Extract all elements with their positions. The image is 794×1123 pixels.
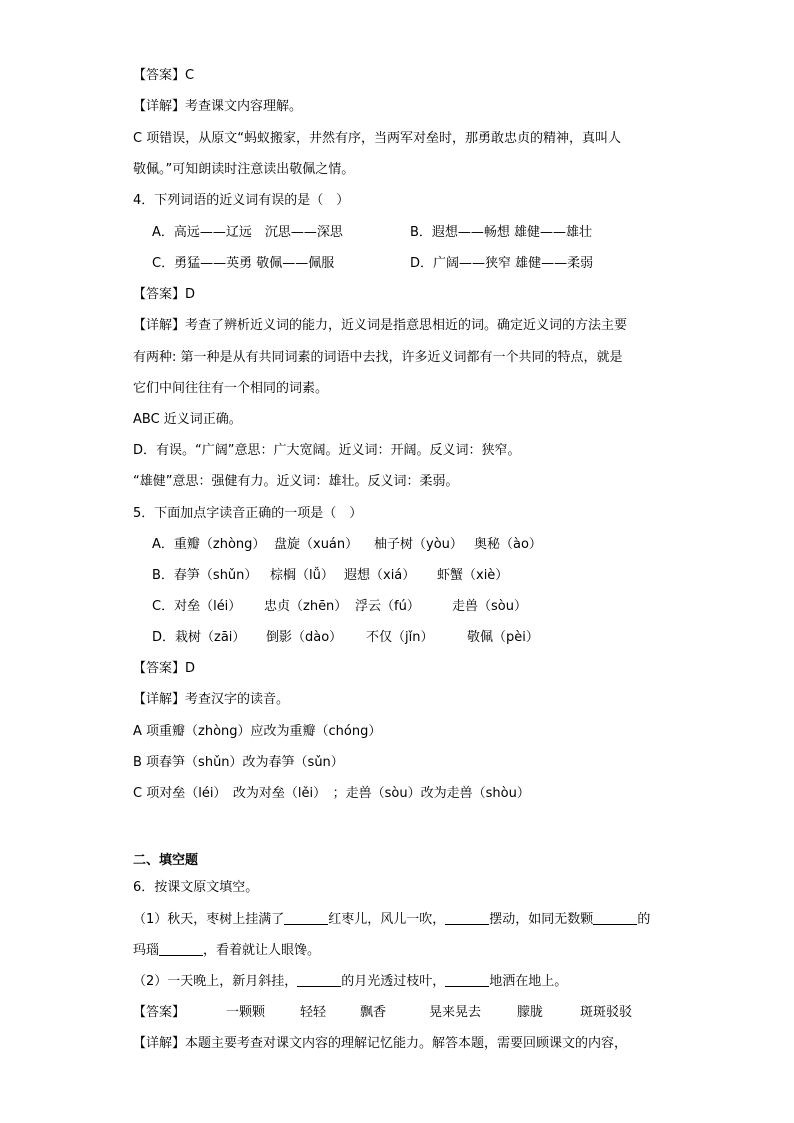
q4-option-b: B．遐想——畅想 雄健——雄壮 [410, 225, 593, 240]
q5-c-4: 走兽（sòu） [452, 599, 527, 614]
explanation-text: C 项对垒（léi） 改为对垒（lěi） ；走兽（sòu）改为走兽（shòu） [133, 786, 530, 801]
q5-b-3: 遐想（xiá） [344, 568, 416, 583]
fill-sentence-1-cont [133, 941, 320, 960]
fill-blank [297, 972, 341, 987]
explanation-text: “雄健”意思：强健有力。近义词：雄壮。反义词：柔弱。 [133, 474, 459, 489]
explanation-text: B 项春笋（shǔn）改为春笋（sǔn） [133, 755, 344, 770]
answer-item: 斑斑驳驳 [580, 1005, 633, 1020]
fill-text: 红枣儿，风儿一吹， [328, 912, 446, 927]
answer-item: 晃来晃去 [429, 1005, 482, 1020]
q5-c-3: 浮云（fú） [355, 599, 420, 614]
q4-option-a: A．高远——辽远 沉思——深思 [152, 225, 343, 240]
explanation-text: ABC 近义词正确。 [133, 412, 242, 427]
q5-b-1: B．春笋（shǔn） [152, 568, 258, 583]
q5-c-1: C．对垒（léi） [152, 599, 242, 614]
answer-item: 飘香 [360, 1005, 387, 1020]
fill-blank [159, 941, 203, 956]
fill-text: 地洒在地上。 [489, 974, 568, 989]
q5-d-2: 倒影（dào） [266, 630, 343, 645]
fill-text: 的 [637, 912, 651, 927]
explanation-line: 【详解】考查了辨析近义词的能力，近义词是指意思相近的词。确定近义词的方法主要 [133, 318, 628, 333]
answer-line: 【答案】D [133, 661, 196, 676]
answer-item: 轻轻 [300, 1005, 327, 1020]
q5-d-3: 不仅（jǐn） [366, 630, 434, 645]
explanation-line: 【详解】考查汉字的读音。 [133, 692, 290, 707]
section-heading: 二、填空题 [133, 853, 199, 868]
q5-d-4: 敬佩（pèi） [467, 630, 539, 645]
explanation-text: 敬佩。”可知朗读时注意读出敬佩之情。 [133, 162, 355, 177]
fill-sentence-2 [133, 972, 567, 991]
fill-sentence-1 [133, 910, 650, 929]
q5-a-2: 盘旋（xuán） [274, 537, 359, 552]
question-4: 4．下列词语的近义词有误的是（ ） [133, 193, 350, 208]
explanation-text: D．有误。“广阔”意思：广大宽阔。近义词：开阔。反义词：狭窄。 [133, 443, 521, 458]
explanation-text: A 项重瓣（zhòng）应改为重瓣（chóng） [133, 724, 382, 739]
q5-a-3: 柚子树（yòu） [374, 537, 463, 552]
fill-text: （2）一天晚上，新月斜挂， [133, 974, 298, 989]
fill-blank [593, 910, 637, 925]
fill-text: 玛瑙 [133, 943, 160, 958]
question-5: 5．下面加点字读音正确的一项是（ ） [133, 506, 363, 521]
answer-item: 朦胧 [517, 1005, 544, 1020]
explanation-text: 有两种: 第一种是从有共同词素的词语中去找，许多近义词都有一个共同的特点，就是 [133, 350, 623, 365]
explanation-text: 它们中间往往有一个相同的词素。 [133, 381, 329, 396]
explanation-line: 【详解】考查课文内容理解。 [133, 99, 303, 114]
answer-item: 一颗颗 [226, 1005, 266, 1020]
q5-b-4: 虾蟹（xiè） [437, 568, 509, 583]
fill-text: 摆动，如同无数颗 [489, 912, 594, 927]
fill-text: （1）秋天，枣树上挂满了 [133, 912, 285, 927]
fill-text: ，看着就让人眼馋。 [203, 943, 321, 958]
answer-line: 【答案】D [133, 287, 196, 302]
answer-line: 【答案】C [133, 68, 195, 83]
q5-d-1: D．栽树（zāi） [152, 630, 246, 645]
explanation-line: 【详解】本题主要考查对课文内容的理解记忆能力。解答本题，需要回顾课文的内容， [133, 1036, 628, 1051]
q5-a-1: A．重瓣（zhòng） [152, 537, 266, 552]
q5-c-2: 忠贞（zhēn） [264, 599, 348, 614]
fill-text: 的月光透过枝叶， [341, 974, 446, 989]
fill-blank [445, 910, 489, 925]
fill-blank [445, 972, 489, 987]
q4-option-d: D．广阔——狭窄 雄健——柔弱 [410, 256, 594, 271]
q5-b-2: 棕榈（lǚ） [270, 568, 334, 583]
explanation-text: C 项错误，从原文“蚂蚁搬家，井然有序，当两军对垒时，那勇敢忠贞的精神，真叫人 [133, 131, 621, 146]
question-6: 6．按课文原文填空。 [133, 880, 259, 895]
q4-option-c: C．勇猛——英勇 敬佩——佩服 [152, 256, 335, 271]
answer-label: 【答案】 [133, 1005, 186, 1020]
q5-a-4: 奥秘（ào） [474, 537, 542, 552]
fill-blank [284, 910, 328, 925]
